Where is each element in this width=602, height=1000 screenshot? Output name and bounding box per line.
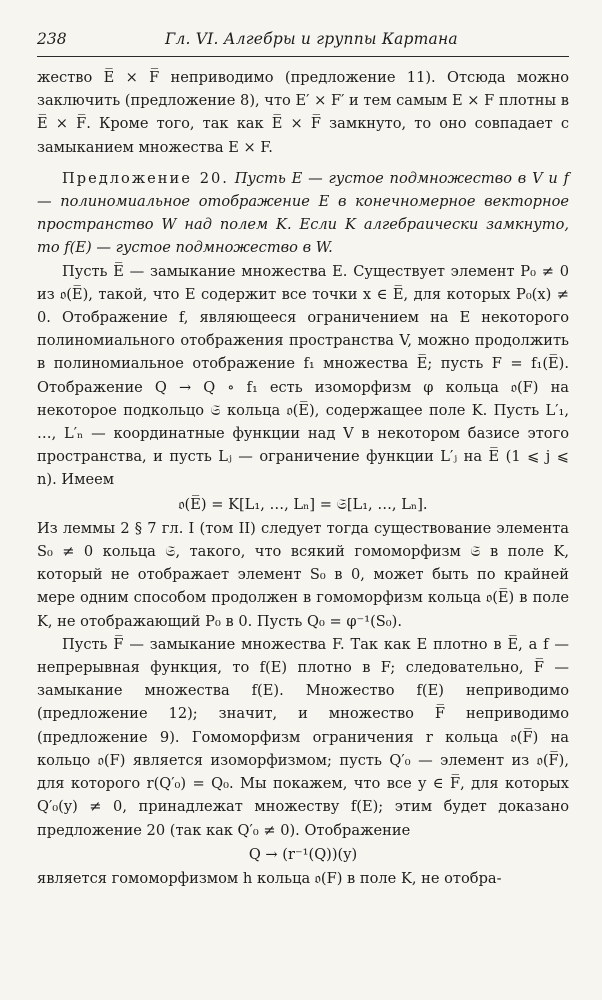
formula-mapping: Q → (r⁻¹(Q))(y)	[248, 845, 358, 863]
page-number: 238	[37, 30, 67, 48]
proof-paragraph-2: Из леммы 2 § 7 гл. I (том II) следует тогда существование элемента S₀ ≠ 0 кольца 𝔖, такого, что всякий гомоморфизм 𝔖 в поле K, который не отображает элемент S₀ в 0, может быть по крайней мере одним способом продолжен в гомоморфизм кольца 𝔬(E̅) в поле K, не отображающий P₀ в 0. Пусть Q₀ = φ⁻¹(S₀).	[37, 519, 569, 630]
running-title: Гл. VI. Алгебры и группы Картана	[165, 30, 458, 48]
proof-paragraph-3: Пусть F̅ — замыкание множества F. Так как E плотно в E̅, а f — непрерывная функция, то f(E) плотно в F; следовательно, F̅ — замыкание множества f(E). Множество f(E) неприводимо (предложение 12); значит, и множество F̅ неприводимо (предложение 9). Гомоморфизм ограничения r кольца 𝔬(F̅) на кольцо 𝔬(F) является изоморфизмом; пусть Q′₀ — элемент из 𝔬(F̅), для которого r(Q′₀) = Q₀. Мы покажем, что все y ∈ F̅, для которых Q′₀(y) ≠ 0, принадлежат множеству f(E); этим будет доказано предложение 20 (так как Q′₀ ≠ 0). Отображение	[37, 635, 569, 839]
proposition-text: Пусть E — густое подмножество в V и f — полиномиальное отображение E в конечномерное векторное пространство W над полем K. Если K алгебраически замкнуто, то f(E) — густое подмножество в W.	[37, 169, 569, 257]
proposition-20	[37, 167, 569, 260]
proof-paragraph-4: является гомоморфизмом h кольца 𝔬(F) в поле K, не отобра-	[37, 869, 502, 887]
formula-ring-equality: 𝔬(E̅) = K[L₁, …, Lₙ] = 𝔖[L₁, …, Lₙ].	[178, 495, 428, 513]
proof-paragraph-1: Пусть E̅ — замыкание множества E. Существует элемент P₀ ≠ 0 из 𝔬(E̅), такой, что E содержит все точки x ∈ E̅, для которых P₀(x) ≠ 0. Отображение f, являющееся ограничением на E некоторого полиномиального отображения пространства V, можно продолжить в полиномиальное отображение f₁ множества E̅; пусть F = f₁(E̅). Отображение Q → Q ∘ f₁ есть изоморфизм φ кольца 𝔬(F) на некоторое подкольцо 𝔖 кольца 𝔬(E̅), содержащее поле K. Пусть L′₁, …, L′ₙ — координатные функции над V в некотором базисе этого пространства, и пусть Lⱼ — ограничение функции L′ⱼ на E̅ (1 ⩽ j ⩽ n). Имеем	[37, 262, 569, 489]
running-header	[37, 24, 569, 52]
paragraph-gap	[37, 159, 569, 167]
proposition-label: Предложение 20.	[62, 169, 229, 187]
header-rule	[37, 56, 569, 57]
paragraph-continuation: жество E̅ × F̅ неприводимо (предложение 11). Отсюда можно заключить (предложение 8), что E′ × F′ и тем самым E × F плотны в E̅ × F̅. Кроме того, так как E̅ × F̅ замкнуто, то оно совпадает с замыканием множества E × F.	[37, 69, 569, 156]
